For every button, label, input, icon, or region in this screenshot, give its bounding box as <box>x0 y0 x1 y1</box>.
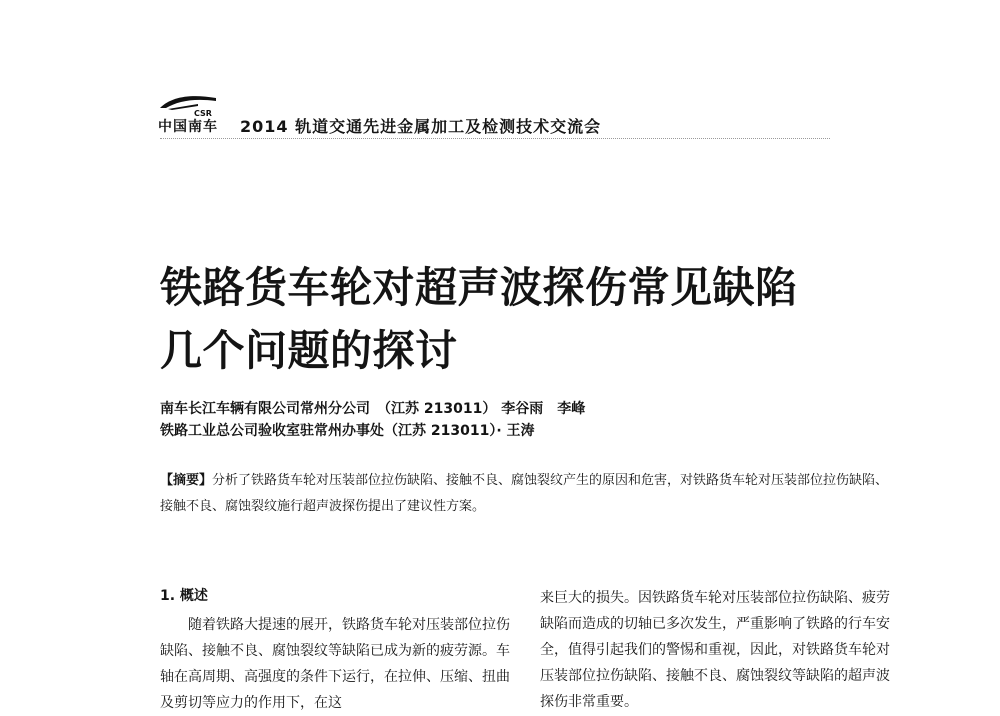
body-text-left-column: 随着铁路大提速的展开，铁路货车轮对压装部位拉伤缺陷、接触不良、腐蚀裂纹等缺陷已成为新的疲劳源。车轴在高周期、高强度的条件下运行，在拉伸、压缩、扭曲及剪切等应力的作用下，在这 <box>160 617 510 711</box>
affiliation-1: 南车长江车辆有限公司常州分公司 （江苏 213011） 李谷雨 李峰 <box>160 401 586 417</box>
paper-title-line-2: 几个问题的探讨 <box>160 326 458 375</box>
abstract-label: 【摘要】 <box>160 473 213 488</box>
affiliation-2: 铁路工业总公司验收室驻常州办事处（江苏 213011）· 王涛 <box>160 423 535 439</box>
header-divider <box>160 138 830 139</box>
conference-title: 2014 轨道交通先进金属加工及检测技术交流会 <box>240 117 602 136</box>
csr-logo <box>158 92 220 118</box>
paper-title-line-1: 铁路货车轮对超声波探伤常见缺陷 <box>160 263 798 312</box>
section-heading: 1. 概述 <box>160 588 208 604</box>
body-text-right-column: 来巨大的损失。因铁路货车轮对压装部位拉伤缺陷、疲劳缺陷而造成的切轴已多次发生，严重影响了铁路的行车安全，值得引起我们的警惕和重视，因此，对铁路货车轮对压装部位拉伤缺陷、接触不良、腐蚀裂纹等缺陷的超声波探伤非常重要。 <box>540 590 890 710</box>
abstract-text: 分析了铁路货车轮对压装部位拉伤缺陷、接触不良、腐蚀裂纹产生的原因和危害，对铁路货车轮对压装部位拉伤缺陷、接触不良、腐蚀裂纹施行超声波探伤提出了建议性方案。 <box>160 473 889 514</box>
logo-text: CSR <box>194 109 212 118</box>
organization-name: 中国南车 <box>158 119 218 135</box>
abstract <box>160 468 890 520</box>
